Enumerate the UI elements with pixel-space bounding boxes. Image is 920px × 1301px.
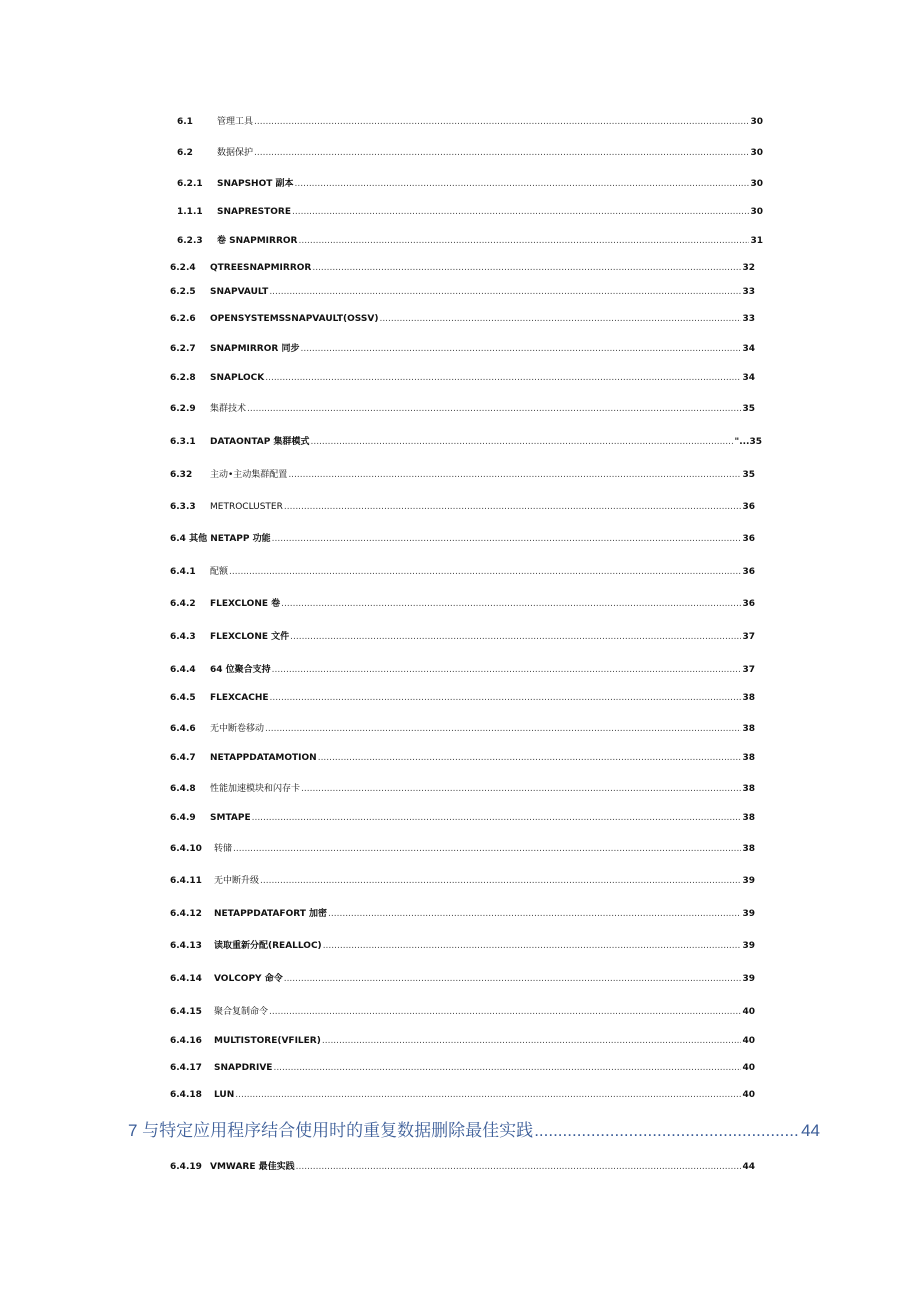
toc-number: 6.4.15 xyxy=(170,1007,202,1017)
toc-leader xyxy=(260,875,741,887)
toc-leader xyxy=(300,343,741,355)
toc-entry-6-1[interactable] xyxy=(177,116,763,128)
toc-leader xyxy=(288,469,741,481)
toc-entry-6-2-5[interactable] xyxy=(170,286,755,298)
toc-page-number: "...35 xyxy=(734,437,762,447)
toc-entry-6-3-3[interactable] xyxy=(170,501,755,513)
toc-page-number: 34 xyxy=(742,373,755,383)
toc-entry-6-4-4[interactable] xyxy=(170,664,755,676)
toc-leader xyxy=(270,692,742,704)
toc-page-number: 35 xyxy=(742,404,755,414)
toc-title: SNAPSHOT 副本 xyxy=(217,179,294,189)
toc-number: 6.4.18 xyxy=(170,1090,202,1100)
toc-title: 集群技术 xyxy=(210,404,247,414)
toc-leader xyxy=(269,1006,741,1018)
toc-page-number: 36 xyxy=(742,599,755,609)
toc-title: SMTAPE xyxy=(210,813,251,823)
toc-title: 7 与特定应用程序结合使用时的重复数据删除最佳实践 xyxy=(128,1121,534,1140)
toc-entry-6-4-1[interactable] xyxy=(170,566,755,578)
toc-leader xyxy=(290,631,741,643)
toc-leader xyxy=(284,973,742,985)
toc-entry-6-2-9[interactable] xyxy=(170,403,755,415)
toc-entry-6-4-6[interactable] xyxy=(170,723,755,735)
toc-number: 6.4.3 xyxy=(170,632,196,642)
toc-title: 主动•主动集群配置 xyxy=(210,470,288,480)
toc-title: MULTISTORE(VFILER) xyxy=(214,1036,321,1046)
toc-page-number: 39 xyxy=(742,909,755,919)
toc-leader xyxy=(229,566,741,578)
toc-leader xyxy=(233,843,741,855)
toc-title: 6.4 其他 NETAPP 功能 xyxy=(170,534,271,544)
toc-page-number: 30 xyxy=(750,148,763,158)
toc-leader xyxy=(312,262,741,274)
toc-number: 6.4.10 xyxy=(170,844,202,854)
toc-page-number: 44 xyxy=(742,1162,755,1172)
toc-number: 6.4.13 xyxy=(170,941,202,951)
toc-page-number: 38 xyxy=(742,724,755,734)
toc-leader xyxy=(296,1161,742,1173)
toc-leader xyxy=(301,783,741,795)
toc-number: 6.2.5 xyxy=(170,287,196,297)
toc-leader xyxy=(254,116,749,128)
toc-title: NETAPPDATAFORT 加密 xyxy=(214,909,328,919)
toc-entry-6-4-3[interactable] xyxy=(170,631,755,643)
toc-page-number: 40 xyxy=(742,1090,755,1100)
toc-number: 6.4.14 xyxy=(170,974,202,984)
toc-leader xyxy=(281,598,741,610)
toc-entry-6-4-7[interactable] xyxy=(170,752,755,764)
toc-page-number: 39 xyxy=(742,974,755,984)
toc-leader xyxy=(323,940,742,952)
toc-title: 数据保护 xyxy=(217,148,254,158)
toc-title: 读取重新分配(REALLOC) xyxy=(214,941,322,951)
toc-number: 6.3.3 xyxy=(170,502,196,512)
toc-title: OPENSYSTEMSSNAPVAULT(OSSV) xyxy=(210,314,379,324)
toc-number: 6.2.3 xyxy=(177,236,203,246)
toc-leader xyxy=(534,1120,800,1142)
toc-page-number: 40 xyxy=(742,1036,755,1046)
toc-leader xyxy=(272,664,742,676)
toc-leader xyxy=(292,206,749,218)
toc-leader xyxy=(254,147,749,159)
toc-leader xyxy=(322,1035,742,1047)
toc-page-number: 38 xyxy=(742,693,755,703)
toc-number: 6.4.6 xyxy=(170,724,196,734)
toc-title: 配额 xyxy=(210,567,229,577)
toc-number: 6.4.16 xyxy=(170,1036,202,1046)
toc-entry-6-4-18[interactable] xyxy=(170,1089,755,1101)
toc-title: SNAPVAULT xyxy=(210,287,269,297)
toc-entry-6-4-12[interactable] xyxy=(170,908,755,920)
toc-leader xyxy=(269,286,741,298)
toc-number: 6.3.1 xyxy=(170,437,196,447)
toc-entry-6-2-3[interactable] xyxy=(177,235,763,247)
toc-title: 管理工具 xyxy=(217,117,254,127)
toc-number: 6.4.4 xyxy=(170,665,196,675)
toc-leader xyxy=(273,1062,741,1074)
toc-entry-6-4-9[interactable] xyxy=(170,812,755,824)
toc-leader xyxy=(328,908,741,920)
toc-title: VMWARE 最佳实践 xyxy=(210,1162,295,1172)
toc-number: 6.2.6 xyxy=(170,314,196,324)
toc-number: 1.1.1 xyxy=(177,207,203,217)
toc-title: VOLCOPY 命令 xyxy=(214,974,283,984)
toc-leader xyxy=(318,752,742,764)
toc-page-number: 32 xyxy=(742,263,755,273)
toc-entry-6-4-8[interactable] xyxy=(170,783,755,795)
toc-entry-6-4[interactable] xyxy=(170,533,755,545)
toc-title: 性能加速模块和闪存卡 xyxy=(210,784,301,794)
toc-entry-6-4-10[interactable] xyxy=(170,843,755,855)
toc-page-number: 38 xyxy=(742,844,755,854)
toc-entry-chapter-7[interactable] xyxy=(128,1120,820,1142)
toc-entry-6-2-7[interactable] xyxy=(170,343,755,355)
toc-page-number: 37 xyxy=(742,632,755,642)
toc-entry-6-3-1[interactable] xyxy=(170,436,762,448)
toc-page-number: 40 xyxy=(742,1007,755,1017)
toc-title: SNAPMIRROR 同步 xyxy=(210,344,300,354)
toc-number: 6.2.4 xyxy=(170,263,196,273)
toc-page-number: 30 xyxy=(750,207,763,217)
toc-entry-6-4-2[interactable] xyxy=(170,598,755,610)
toc-title: FLEXCLONE 文件 xyxy=(210,632,290,642)
toc-number: 6.2.9 xyxy=(170,404,196,414)
toc-leader xyxy=(310,436,733,448)
toc-entry-6-2-6[interactable] xyxy=(170,313,755,325)
toc-page-number: 37 xyxy=(742,665,755,675)
toc-entry-6-2-4[interactable] xyxy=(170,262,755,274)
toc-number: 6.4.12 xyxy=(170,909,202,919)
toc-title: SNAPRESTORE xyxy=(217,207,292,217)
toc-leader xyxy=(272,533,742,545)
toc-page-number: 38 xyxy=(742,784,755,794)
toc-number: 6.4.7 xyxy=(170,753,196,763)
toc-leader xyxy=(284,501,742,513)
toc-page-number: 34 xyxy=(742,344,755,354)
toc-number: 6.2.1 xyxy=(177,179,203,189)
toc-title: QTREESNAPMIRROR xyxy=(210,263,312,273)
toc-number: 6.32 xyxy=(170,470,193,480)
toc-number: 6.4.17 xyxy=(170,1063,202,1073)
toc-leader xyxy=(235,1089,741,1101)
toc-title: DATAONTAP 集群模式 xyxy=(210,437,310,447)
toc-page-number: 36 xyxy=(742,567,755,577)
toc-page-number: 36 xyxy=(742,502,755,512)
toc-page-number: 36 xyxy=(742,534,755,544)
toc-number: 6.4.5 xyxy=(170,693,196,703)
toc-number: 6.4.9 xyxy=(170,813,196,823)
toc-number: 6.4.11 xyxy=(170,876,202,886)
toc-leader xyxy=(295,178,750,190)
toc-leader xyxy=(265,372,741,384)
toc-leader xyxy=(247,403,741,415)
toc-page-number: 33 xyxy=(742,314,755,324)
toc-title: 无中断升级 xyxy=(214,876,260,886)
toc-leader xyxy=(252,812,742,824)
toc-page-number: 40 xyxy=(742,1063,755,1073)
toc-page-number: 39 xyxy=(742,941,755,951)
toc-number: 6.4.1 xyxy=(170,567,196,577)
toc-entry-6-4-13[interactable] xyxy=(170,940,755,952)
toc-leader xyxy=(379,313,741,325)
toc-title: 转储 xyxy=(214,844,233,854)
toc-page-number: 33 xyxy=(742,287,755,297)
toc-entry-6-2-1[interactable] xyxy=(177,178,763,190)
toc-number: 6.4.19 xyxy=(170,1162,202,1172)
toc-page-number: 44 xyxy=(801,1121,820,1140)
toc-entry-6-2[interactable] xyxy=(177,147,763,159)
toc-title: SNAPDRIVE xyxy=(214,1063,273,1073)
toc-entry-6-2-8[interactable] xyxy=(170,372,755,384)
toc-entry-6-4-19[interactable] xyxy=(170,1161,755,1173)
toc-title: 卷 SNAPMIRROR xyxy=(217,236,298,246)
toc-page-number: 35 xyxy=(742,470,755,480)
toc-number: 6.2.8 xyxy=(170,373,196,383)
toc-title: FLEXCLONE 卷 xyxy=(210,599,281,609)
toc-number: 6.2 xyxy=(177,148,193,158)
toc-page-number: 30 xyxy=(750,179,763,189)
toc-title: 无中断卷移动 xyxy=(210,724,265,734)
toc-number: 6.1 xyxy=(177,117,193,127)
toc-entry-6-4-17[interactable] xyxy=(170,1062,755,1074)
toc-page-number: 38 xyxy=(742,813,755,823)
toc-title: METROCLUSTER xyxy=(210,502,283,512)
toc-number: 6.4.2 xyxy=(170,599,196,609)
toc-entry-1-1-1[interactable] xyxy=(177,206,763,218)
toc-number: 6.4.8 xyxy=(170,784,196,794)
toc-title: FLEXCACHE xyxy=(210,693,269,703)
toc-number: 6.2.7 xyxy=(170,344,196,354)
toc-title: 64 位聚合支持 xyxy=(210,665,271,675)
toc-title: LUN xyxy=(214,1090,235,1100)
toc-leader xyxy=(298,235,749,247)
toc-entry-6-4-16[interactable] xyxy=(170,1035,755,1047)
toc-title: SNAPLOCK xyxy=(210,373,265,383)
toc-entry-6-4-11[interactable] xyxy=(170,875,755,887)
toc-title: 聚合复制命令 xyxy=(214,1007,269,1017)
toc-leader xyxy=(265,723,741,735)
toc-page-number: 30 xyxy=(750,117,763,127)
toc-page-number: 38 xyxy=(742,753,755,763)
toc-page-number: 31 xyxy=(750,236,763,246)
toc-entry-6-32[interactable] xyxy=(170,469,755,481)
toc-entry-6-4-15[interactable] xyxy=(170,1006,755,1018)
toc-title: NETAPPDATAMOTION xyxy=(210,753,317,763)
toc-entry-6-4-14[interactable] xyxy=(170,973,755,985)
toc-page-number: 39 xyxy=(742,876,755,886)
toc-entry-6-4-5[interactable] xyxy=(170,692,755,704)
